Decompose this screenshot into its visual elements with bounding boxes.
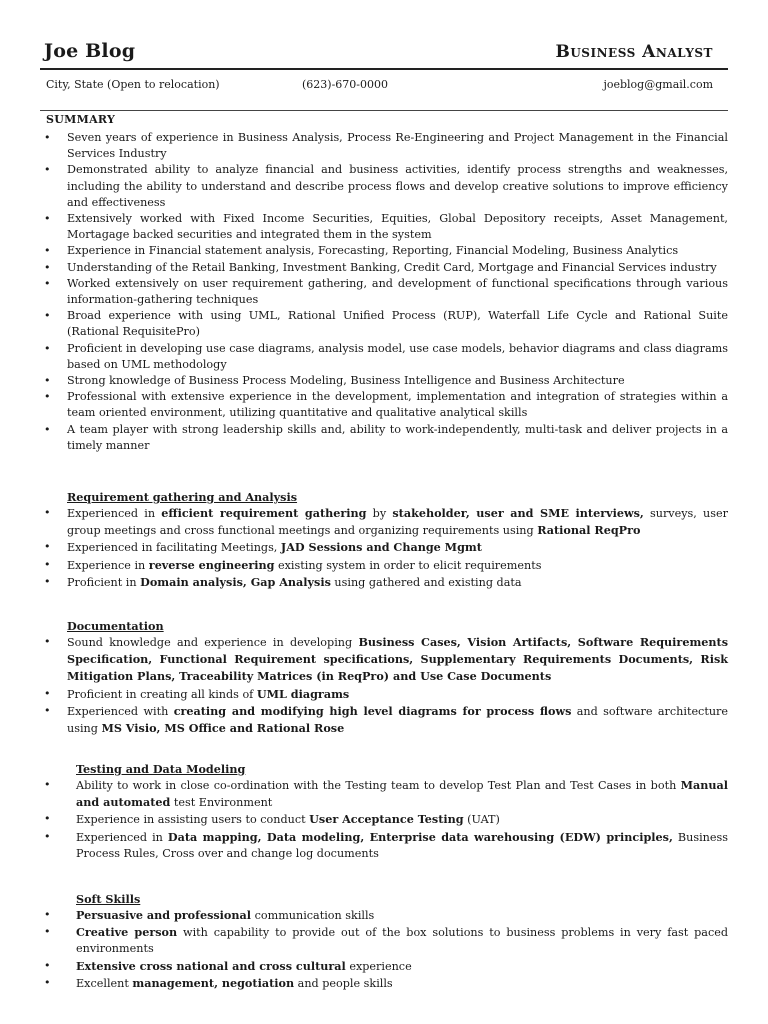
summary-item: • Proficient in developing use case diagrams, analysis model, use case models, behavior diagrams and class diagrams based on UML methodology — [44, 341, 728, 373]
summary-section — [44, 130, 728, 454]
bold-text: Business Cases, Vision Artifacts, Software Requirements Specification, Functional Requirement specifications, Supplementary Requirements Documents, Risk Mitigation Plans, Traceability Matrices (in ReqPro) and Use Case Documents — [67, 635, 729, 684]
contact-phone: (623)-670-0000 — [302, 78, 389, 91]
testing-section — [44, 761, 728, 862]
testing-item — [44, 829, 728, 862]
text: Sound knowledge and experience in developing — [67, 636, 359, 649]
text: surveys, user group meetings and cross functional meetings and organizing requirements using — [67, 507, 728, 538]
text: and software architecture using — [67, 704, 728, 736]
summary-item: • Professional with extensive experience in the development, implementation and integration of strategies within a team oriented environment, utilizing quantitative and qualitative analytical skills — [44, 389, 728, 421]
bold-text: User Acceptance Testing — [309, 812, 464, 827]
summary-divider — [40, 110, 728, 111]
bold-text: Domain analysis, Gap Analysis — [140, 574, 331, 589]
bold-text: UML diagrams — [256, 686, 350, 701]
text: communication skills — [251, 909, 375, 922]
summary-item: • A team player with strong leadership skills and, ability to work-independently, multi-task and deliver projects in a timely manner — [44, 422, 728, 454]
text: Proficient in creating all kinds of — [67, 687, 257, 701]
documentation-heading: Documentation — [67, 619, 164, 633]
text: Experienced in — [67, 507, 162, 520]
bold-text: Data mapping, Data modeling, Enterprise data warehousing (EDW) principles, — [167, 829, 673, 844]
bold-text: reverse engineering — [148, 557, 275, 572]
testing-list — [44, 777, 728, 862]
testing-heading: Testing and Data Modeling — [76, 762, 246, 776]
soft-skills-section — [44, 891, 728, 992]
text: Experienced with — [67, 704, 174, 718]
text: Experience in assisting users to conduct — [76, 813, 310, 827]
summary-item: • Worked extensively on user requirement gathering, and development of functional specifications through various information-gathering techniques — [44, 276, 728, 308]
candidate-name: Joe Blog — [44, 40, 136, 62]
summary-item: • Seven years of experience in Business Analysis, Process Re-Engineering and Project Management in the Financial Services Industry — [44, 130, 728, 162]
text: Ability to work in close co-ordination with the Testing team to develop Test Plan and Test Cases in both — [76, 779, 681, 792]
text: Excellent — [76, 976, 133, 990]
text: (UAT) — [463, 813, 500, 827]
text: test Environment — [170, 796, 273, 810]
requirements-section — [44, 489, 728, 591]
requirements-list — [44, 505, 728, 591]
requirements-item — [44, 505, 728, 539]
contact-email: joeblog@gmail.com — [603, 78, 713, 91]
text: by — [366, 507, 393, 520]
soft-skills-item — [44, 907, 728, 924]
summary-item: • Understanding of the Retail Banking, Investment Banking, Credit Card, Mortgage and Financial Services industry — [44, 260, 728, 276]
summary-item: • Broad experience with using UML, Rational Unified Process (RUP), Waterfall Life Cycle and Rational Suite (Rational RequisitePro) — [44, 308, 728, 340]
soft-skills-item — [44, 958, 728, 975]
soft-skills-item — [44, 975, 728, 992]
soft-skills-list — [44, 907, 728, 992]
bold-text: Creative person — [76, 925, 178, 940]
header-divider — [40, 68, 728, 70]
summary-item: • Experience in Financial statement analysis, Forecasting, Reporting, Financial Modeling, Business Analytics — [44, 243, 728, 259]
requirements-item — [44, 574, 728, 591]
bold-text: MS Visio, MS Office and Rational Rose — [101, 721, 345, 736]
summary-item: • Extensively worked with Fixed Income Securities, Equities, Global Depository receipts, Asset Management, Mortagage backed securities and integrated them in the system — [44, 211, 728, 243]
bold-text: creating and modifying high level diagrams for process flows — [173, 703, 572, 718]
documentation-item — [44, 634, 728, 686]
bold-text: Rational ReqPro — [537, 523, 641, 538]
text: using gathered and existing data — [330, 575, 522, 589]
bold-text: JAD Sessions and Change Mgmt — [280, 540, 482, 555]
text: experience — [345, 959, 412, 973]
text: Business Process Rules, Cross over and change log documents — [76, 830, 728, 860]
text: and people skills — [294, 976, 393, 990]
summary-item: • Strong knowledge of Business Process Modeling, Business Intelligence and Business Architecture — [44, 373, 728, 389]
bold-text: efficient requirement gathering — [161, 506, 367, 520]
text: with capability to provide out of the box solutions to business problems in very fast paced environments — [76, 926, 729, 956]
requirements-item — [44, 557, 728, 574]
summary-heading: SUMMARY — [46, 113, 116, 126]
bold-text: stakeholder, user and SME interviews, — [392, 506, 644, 520]
bold-text: Persuasive and professional — [76, 908, 252, 922]
text: Experienced in facilitating Meetings, — [67, 541, 281, 555]
documentation-section — [44, 618, 728, 737]
text: Experienced in — [76, 830, 168, 844]
contact-location: City, State (Open to relocation) — [46, 78, 220, 91]
documentation-item — [44, 686, 728, 703]
requirements-heading: Requirement gathering and Analysis — [67, 490, 298, 504]
bold-text: Extensive cross national and cross cultural — [76, 958, 346, 973]
bold-text: management, negotiation — [132, 975, 295, 990]
requirements-item — [44, 539, 728, 556]
soft-skills-item — [44, 924, 728, 957]
bold-text: Manual and automated — [76, 778, 728, 810]
testing-item — [44, 811, 728, 828]
summary-item: • Demonstrated ability to analyze financial and business activities, identify process strengths and weaknesses, including the ability to understand and describe process flows and develop creative solutions to improve efficiency and effectiveness — [44, 162, 728, 211]
text: Proficient in — [67, 575, 141, 589]
text: Experience in — [67, 558, 149, 572]
testing-item — [44, 777, 728, 811]
job-title: Business Analyst — [555, 42, 713, 62]
summary-list — [44, 130, 728, 454]
documentation-list — [44, 634, 728, 737]
soft-skills-heading: Soft Skills — [76, 892, 141, 906]
documentation-item — [44, 703, 728, 737]
text: existing system in order to elicit requirements — [274, 558, 542, 572]
